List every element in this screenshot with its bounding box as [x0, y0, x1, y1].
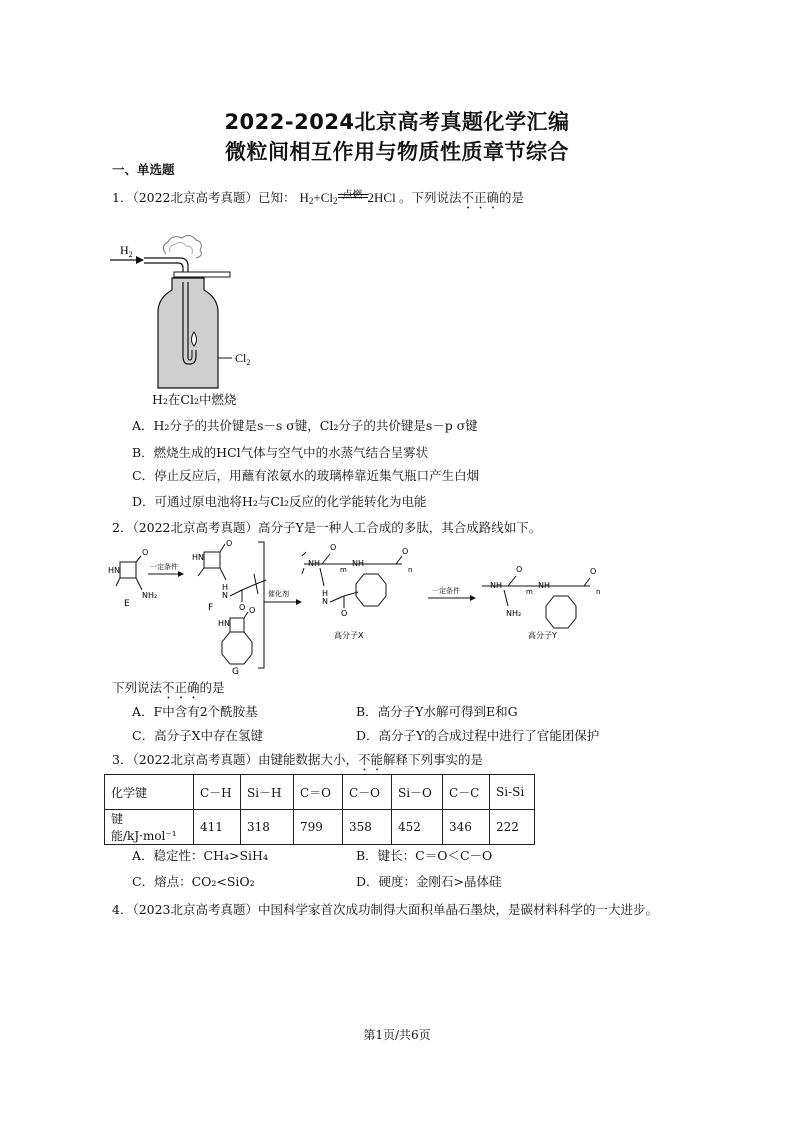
- page-number: 第1页/共6页: [363, 1028, 431, 1042]
- svg-text:NH₂: NH₂: [506, 609, 522, 618]
- question-4-stem: 4．（2023北京高考真题）中国科学家首次成功制得大面积单晶石墨炔，是碳材料科学的一大进步。: [112, 902, 659, 917]
- svg-text:H: H: [222, 583, 229, 592]
- page-subtitle: 微粒间相互作用与物质性质章节综合: [225, 140, 569, 164]
- energy-cell: 318: [241, 810, 294, 845]
- bond-cell: Si-Si: [490, 775, 535, 810]
- section-label: 一、单选题: [112, 162, 175, 177]
- table-header-cell: 键能/kJ·mol⁻¹: [105, 810, 194, 845]
- table-row: [105, 775, 535, 810]
- svg-text:NH₂: NH₂: [142, 591, 158, 600]
- energy-cell: 358: [343, 810, 392, 845]
- svg-text:NH: NH: [352, 559, 364, 568]
- question-source: （2022北京高考真题）: [132, 190, 259, 205]
- energy-cell: 452: [392, 810, 443, 845]
- svg-text:NH: NH: [490, 581, 502, 590]
- bond-cell: C－O: [343, 775, 392, 810]
- svg-text:O: O: [402, 547, 409, 556]
- energy-cell: 346: [443, 810, 490, 845]
- option-a: A．H₂分子的共价键是s－s σ键，Cl₂分子的共价键是s－p σ键: [132, 418, 478, 433]
- svg-text:O: O: [330, 543, 337, 552]
- question-source: （2023北京高考真题）: [132, 902, 259, 917]
- option-d: D．硬度：金刚石>晶体硅: [356, 874, 502, 889]
- energy-cell: 222: [490, 810, 535, 845]
- question-number: 1．: [112, 190, 133, 205]
- svg-text:G: G: [232, 667, 239, 677]
- bond-cell: C－H: [194, 775, 241, 810]
- question-2-prompt: 下列说法不正确的是: [112, 680, 225, 695]
- option-c: C．高分子X中存在氢键: [132, 728, 263, 743]
- svg-text:O: O: [142, 548, 149, 557]
- compound-e: [108, 548, 157, 609]
- question-number: 3．: [112, 752, 133, 767]
- svg-text:HN: HN: [218, 619, 230, 628]
- bond-energy-table: [104, 774, 535, 845]
- svg-text:一定条件: 一定条件: [432, 587, 460, 595]
- svg-text:O: O: [341, 609, 348, 618]
- svg-text:HN: HN: [108, 566, 120, 575]
- svg-text:高分子Y: 高分子Y: [528, 631, 557, 640]
- table-header-cell: 化学键: [105, 775, 194, 810]
- figure-caption: H₂在Cl₂中燃烧: [152, 392, 237, 407]
- option-d: D．高分子Y的合成过程中进行了官能团保护: [356, 728, 600, 743]
- question-number: 2．: [112, 520, 133, 535]
- svg-text:高分子X: 高分子X: [334, 631, 364, 640]
- svg-text:N: N: [322, 597, 328, 606]
- svg-text:N: N: [222, 591, 228, 600]
- svg-text:NH: NH: [308, 559, 320, 568]
- svg-text:n: n: [596, 588, 601, 596]
- option-c: C．熔点：CO₂<SiO₂: [132, 874, 255, 889]
- page-title: 2022-2024北京高考真题化学汇编: [224, 110, 570, 134]
- compound-f: [192, 539, 266, 613]
- polymer-x: [302, 543, 412, 640]
- bond-cell: Si－O: [392, 775, 443, 810]
- svg-text:m: m: [340, 566, 347, 574]
- table-row: [105, 810, 535, 845]
- energy-cell: 411: [194, 810, 241, 845]
- svg-text:一定条件: 一定条件: [150, 563, 178, 571]
- svg-text:O: O: [226, 539, 233, 548]
- compound-g: [218, 606, 255, 677]
- question-source: （2022北京高考真题）: [132, 520, 259, 535]
- svg-text:F: F: [208, 603, 214, 613]
- option-c: C．停止反应后，用蘸有浓氨水的玻璃棒靠近集气瓶口产生白烟: [132, 468, 480, 483]
- option-b: B．高分子Y水解可得到E和G: [356, 704, 518, 719]
- svg-text:n: n: [408, 566, 413, 574]
- option-a: A．稳定性：CH₄>SiH₄: [132, 848, 268, 863]
- svg-text:H: H: [322, 589, 329, 598]
- option-a: A．F中含有2个酰胺基: [132, 704, 258, 719]
- emphasis-text: 不正确: [461, 190, 499, 205]
- gas-label-h2: $H_2$: [120, 243, 133, 259]
- option-b: B．键长：C＝O＜C－O: [356, 848, 493, 863]
- question-2-stem: 2．（2022北京高考真题）高分子Y是一种人工合成的多肽，其合成路线如下。: [112, 520, 542, 535]
- question-3-stem: 3．（2022北京高考真题）由键能数据大小，不能解释下列事实的是: [112, 752, 484, 767]
- bond-cell: C＝O: [294, 775, 343, 810]
- bond-cell: C－C: [443, 775, 490, 810]
- energy-cell: 799: [294, 810, 343, 845]
- svg-text:E: E: [124, 599, 130, 609]
- question-source: （2022北京高考真题）: [132, 752, 259, 767]
- emphasis-text: 不能: [358, 752, 384, 767]
- gas-label-cl2: $Cl_2$: [235, 351, 251, 367]
- synthesis-scheme: [108, 538, 628, 676]
- svg-text:O: O: [239, 603, 246, 612]
- option-b: B．燃烧生成的HCl气体与空气中的水蒸气结合呈雾状: [132, 445, 429, 460]
- svg-text:m: m: [526, 588, 533, 596]
- question-number: 4．: [112, 902, 133, 917]
- reaction-equation: $H_2+Cl_2$ 点燃 2HCl: [299, 190, 396, 206]
- svg-text:NH: NH: [538, 581, 550, 590]
- svg-text:O: O: [590, 567, 597, 576]
- combustion-apparatus-figure: [108, 232, 251, 412]
- svg-text:催化剂: 催化剂: [268, 590, 289, 598]
- reaction-condition: 点燃: [342, 190, 363, 201]
- option-d: D．可通过原电池将H₂与Cl₂反应的化学能转化为电能: [132, 494, 427, 509]
- svg-text:O: O: [249, 606, 256, 615]
- smoke-icon: [163, 235, 201, 258]
- svg-text:O: O: [516, 565, 523, 574]
- question-1-stem: 1．（2022北京高考真题）已知： $H_2+Cl_2$ 点燃 2HCl 。下列说法不正确的是: [112, 190, 524, 206]
- bond-cell: Si－H: [241, 775, 294, 810]
- polymer-y: [482, 565, 600, 640]
- svg-text:HN: HN: [192, 553, 204, 562]
- emphasis-text: 不正确: [162, 680, 200, 695]
